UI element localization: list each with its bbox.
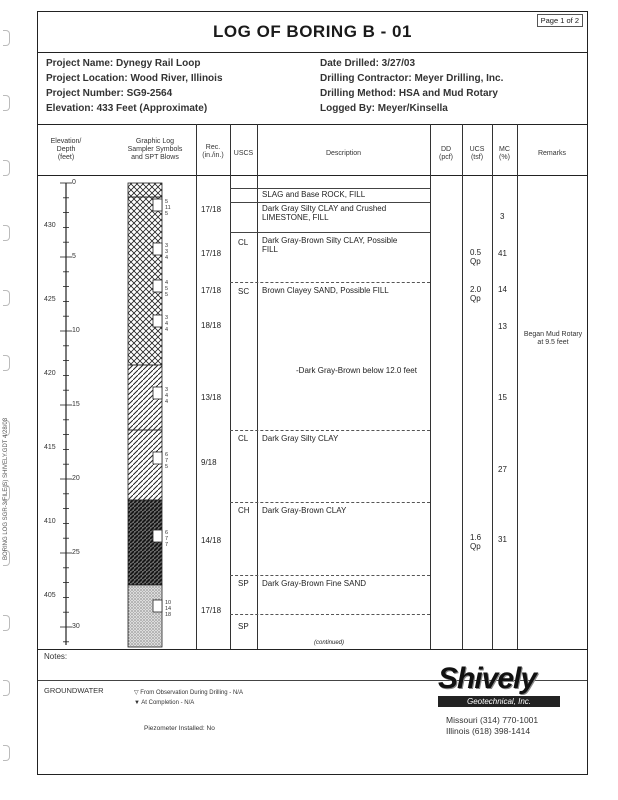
project-name: Project Name: Dynegy Rail Loop bbox=[46, 58, 201, 69]
project-elevation: Elevation: 433 Feet (Approximate) bbox=[46, 103, 208, 114]
elevation-tick-label: 405 bbox=[44, 592, 56, 600]
ucs-value-1: 0.5 Qp bbox=[470, 248, 482, 266]
elevation-tick-label: 415 bbox=[44, 444, 56, 452]
ucs-value-2: 2.0 Qp bbox=[470, 285, 482, 303]
uscs-cl-2: CL bbox=[238, 434, 249, 443]
desc-below-12ft: -Dark Gray-Brown below 12.0 feet bbox=[296, 366, 417, 375]
spt-blows: 10 14 18 bbox=[165, 600, 172, 618]
desc-silty-clay-fill: Dark Gray Silty CLAY and Crushed LIMESTONE, FILL bbox=[262, 204, 387, 222]
header-dd: DD (pcf) bbox=[439, 146, 453, 161]
recovery-value: 18/18 bbox=[201, 321, 222, 330]
recovery-value: 14/18 bbox=[201, 536, 222, 545]
page-number: Page 1 of 2 bbox=[537, 14, 583, 27]
elevation-tick-label: 425 bbox=[44, 296, 56, 304]
header-uscs: USCS bbox=[233, 150, 254, 157]
recovery-value: 17/18 bbox=[201, 606, 222, 615]
mc-value: 41 bbox=[498, 249, 507, 258]
desc-fine-sand: Dark Gray-Brown Fine SAND bbox=[262, 579, 367, 588]
elevation-tick-label: 410 bbox=[44, 518, 56, 526]
company-logo-text: Shively bbox=[438, 662, 537, 695]
boring-log-sheet bbox=[37, 11, 588, 775]
date-drilled: Date Drilled: 3/27/03 bbox=[320, 58, 416, 69]
uscs-sp-2: SP bbox=[238, 622, 249, 631]
desc-gray-brown-clay: Dark Gray-Brown Silty CLAY, Possible FILL bbox=[262, 236, 398, 254]
header-ucs: UCS (tsf) bbox=[469, 146, 485, 161]
recovery-value: 17/18 bbox=[201, 249, 222, 258]
desc-dark-gray-silty-clay: Dark Gray Silty CLAY bbox=[262, 434, 339, 443]
depth-scale-and-graphic-log bbox=[38, 175, 196, 649]
uscs-cl-1: CL bbox=[238, 238, 249, 247]
header-description: Description bbox=[325, 150, 361, 157]
depth-tick-label: 15 bbox=[72, 401, 80, 408]
water-level-icon: ▼ bbox=[134, 700, 142, 706]
uscs-ch: CH bbox=[238, 506, 250, 515]
project-info-right bbox=[320, 56, 503, 116]
drilling-method: Drilling Method: HSA and Mud Rotary bbox=[320, 88, 498, 99]
elevation-tick-label: 420 bbox=[44, 370, 56, 378]
header-mc: MC (%) bbox=[499, 146, 510, 161]
depth-tick-label: 25 bbox=[72, 549, 80, 556]
mc-value: 14 bbox=[498, 285, 507, 294]
uscs-sc: SC bbox=[238, 287, 250, 296]
project-info-left bbox=[46, 56, 223, 116]
header-recovery: Rec. (in./in.) bbox=[202, 144, 224, 159]
desc-clayey-sand: Brown Clayey SAND, Possible FILL bbox=[262, 286, 389, 295]
notes-label: Notes: bbox=[44, 652, 68, 661]
company-phones: Missouri (314) 770-1001 Illinois (618) 398-1414 bbox=[446, 715, 539, 736]
header-graphic-log: Graphic Log Sampler Symbols and SPT Blows bbox=[127, 138, 183, 161]
elevation-tick-label: 430 bbox=[44, 222, 56, 230]
project-number: Project Number: SG9-2564 bbox=[46, 88, 173, 99]
binder-holes bbox=[0, 0, 12, 800]
page-title: LOG OF BORING B - 01 bbox=[213, 22, 412, 41]
depth-tick-label: 0 bbox=[72, 179, 76, 186]
continued-label: (continued) bbox=[314, 640, 345, 646]
groundwater-label: GROUNDWATER bbox=[44, 686, 104, 695]
remarks-text: Began Mud Rotary at 9.5 feet bbox=[523, 331, 583, 346]
project-location: Project Location: Wood River, Illinois bbox=[46, 73, 223, 84]
spt-blows: 6 7 7 bbox=[165, 530, 169, 548]
desc-dark-gray-brown-clay: Dark Gray-Brown CLAY bbox=[262, 506, 347, 515]
spt-blows: 6 7 5 bbox=[165, 452, 169, 470]
drilling-contractor: Drilling Contractor: Meyer Drilling, Inc. bbox=[320, 73, 504, 84]
side-file-text: BORING LOG SGR-3/FILE(S) SHIVELY.GDT 4/28/03 bbox=[3, 417, 9, 560]
spt-blows: 4 5 5 bbox=[165, 280, 169, 298]
logged-by: Logged By: Meyer/Kinsella bbox=[320, 103, 448, 114]
depth-tick-label: 20 bbox=[72, 475, 80, 482]
desc-slag: SLAG and Base ROCK, FILL bbox=[262, 190, 366, 199]
spt-blows: 3 3 4 bbox=[165, 243, 169, 261]
uscs-sp-1: SP bbox=[238, 579, 249, 588]
mc-value: 13 bbox=[498, 322, 507, 331]
piezometer-installed: Piezometer Installed: No bbox=[144, 725, 215, 732]
company-logo-subtitle: Geotechnical, Inc. bbox=[438, 696, 560, 707]
depth-tick-label: 5 bbox=[72, 253, 76, 260]
header-remarks: Remarks bbox=[537, 150, 566, 157]
mc-value: 31 bbox=[498, 535, 507, 544]
recovery-value: 13/18 bbox=[201, 393, 222, 402]
water-level-icon: ▽ bbox=[134, 690, 141, 696]
ucs-value-3: 1.6 Qp bbox=[470, 533, 482, 551]
header-elev-depth: Elevation/ Depth (feet) bbox=[50, 138, 82, 161]
company-logo bbox=[438, 662, 560, 707]
groundwater-during: ▽ From Observation During Drilling - N/A bbox=[134, 690, 243, 696]
groundwater-completion: ▼ At Completion - N/A bbox=[134, 700, 195, 706]
mc-value: 15 bbox=[498, 393, 507, 402]
spt-blows: 5 11 5 bbox=[165, 199, 171, 217]
recovery-value: 9/18 bbox=[201, 458, 217, 467]
recovery-value: 17/18 bbox=[201, 205, 222, 214]
depth-tick-label: 10 bbox=[72, 327, 80, 334]
spt-blows: 3 4 4 bbox=[165, 387, 169, 405]
mc-value: 3 bbox=[500, 212, 505, 221]
spt-blows: 3 4 4 bbox=[165, 315, 169, 333]
recovery-value: 17/18 bbox=[201, 286, 222, 295]
depth-tick-label: 30 bbox=[72, 623, 80, 630]
mc-value: 27 bbox=[498, 465, 507, 474]
